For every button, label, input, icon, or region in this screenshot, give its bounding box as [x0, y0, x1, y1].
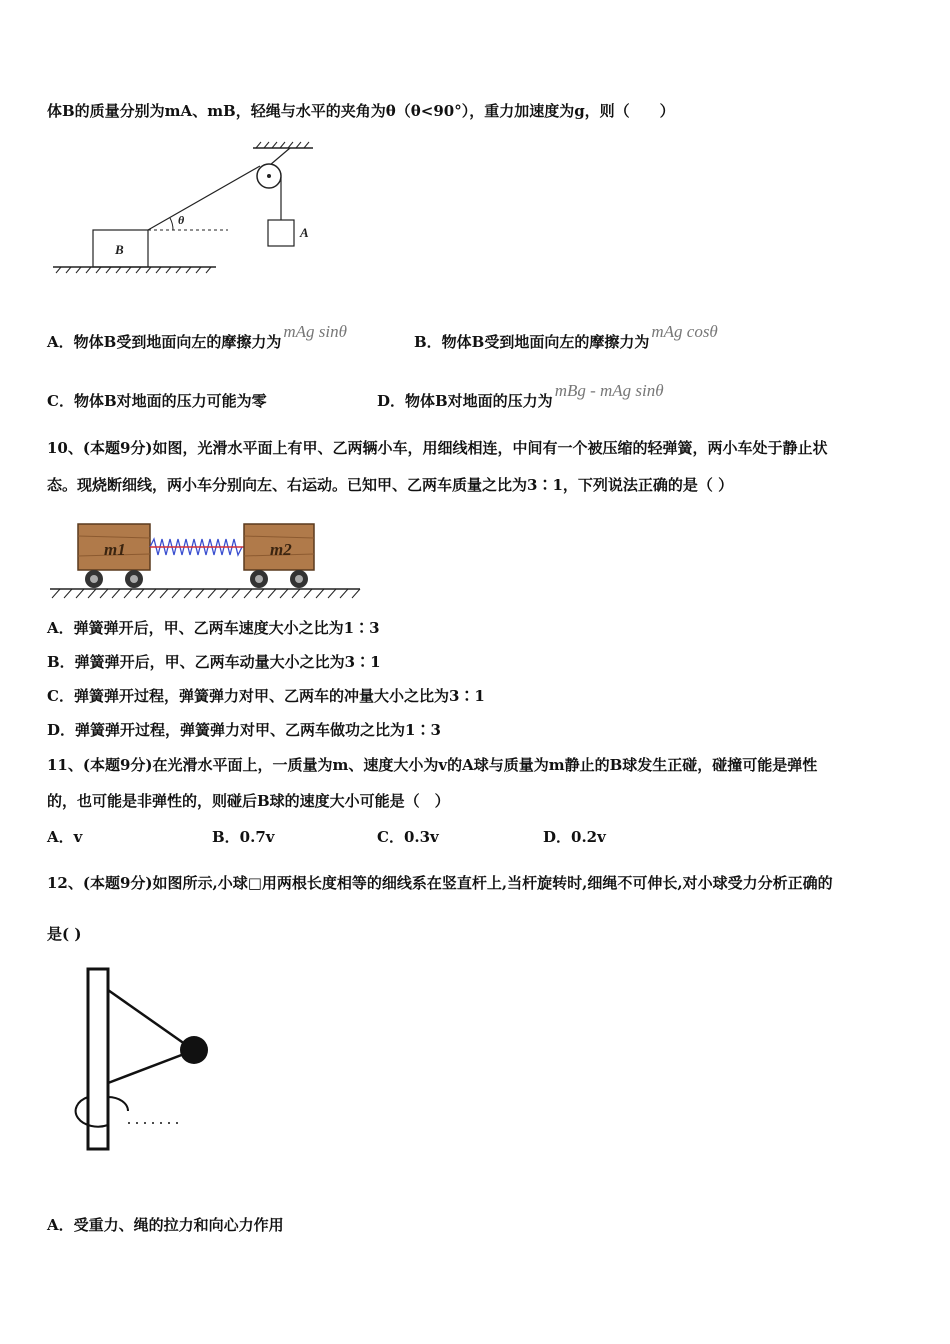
ball — [180, 1036, 208, 1064]
q10-stem-line2: 态。现烧断细线，两小车分别向左、右运动。已知甲、乙两车质量之比为3∶1，下列说法正确的是（ ） — [47, 476, 734, 494]
q9-option-c[interactable] — [47, 391, 267, 411]
q12-stem-line2: 是( ) — [47, 925, 82, 943]
q9-option-a-formula: mAg sinθ — [283, 322, 347, 341]
q10-stem-line1: 10、(本题9分)如图，光滑水平面上有甲、乙两辆小车，用细线相连，中间有一个被压缩的轻弹簧，两小车处于静止状 — [47, 439, 828, 457]
q9-pulley-figure — [48, 140, 328, 275]
angle-label: θ — [178, 213, 185, 227]
cart-1-label: m1 — [104, 540, 126, 559]
q9-option-b-text: B．物体B受到地面向左的摩擦力为 — [414, 333, 650, 351]
q11-stem-line1: 11、(本题9分)在光滑水平面上，一质量为m、速度大小为v的A球与质量为m静止的B球发生正碰，碰撞可能是弹性 — [47, 756, 818, 774]
block-b-label: B — [115, 242, 124, 257]
cart-2-label: m2 — [270, 540, 292, 559]
q10-option-b[interactable]: B．弹簧弹开后，甲、乙两车动量大小之比为3∶1 — [47, 653, 381, 671]
q12-option-a[interactable]: A．受重力、绳的拉力和向心力作用 — [47, 1216, 284, 1234]
q12-rotating-rod-figure — [70, 965, 220, 1155]
q9-stem: 体B的质量分别为mA、mB，轻绳与水平的夹角为θ（θ<90°），重力加速度为g，则（ ） — [47, 102, 675, 120]
q9-option-b-formula: mAg cosθ — [651, 322, 718, 341]
q10-option-a[interactable]: A．弹簧弹开后，甲、乙两车速度大小之比为1∶3 — [47, 619, 380, 637]
q10-carts-figure — [48, 518, 363, 606]
q9-option-d-formula: mBg - mAg sinθ — [554, 381, 664, 400]
block-a — [268, 220, 294, 246]
q11-option-c[interactable]: C．0.3v — [377, 828, 439, 846]
q10-option-d[interactable]: D．弹簧弹开过程，弹簧弹力对甲、乙两车做功之比为1∶3 — [47, 721, 441, 739]
q11-option-d[interactable]: D．0.2v — [543, 828, 606, 846]
q9-option-c-text: C．物体B对地面的压力可能为零 — [47, 392, 267, 410]
q11-option-b[interactable]: B．0.7v — [212, 828, 275, 846]
q9-option-b[interactable] — [414, 322, 718, 352]
q9-option-d[interactable] — [377, 381, 664, 411]
q11-option-a[interactable]: A．v — [47, 828, 83, 846]
q9-option-a-text: A．物体B受到地面向左的摩擦力为 — [47, 333, 282, 351]
q9-option-a[interactable] — [47, 322, 347, 352]
q10-option-c[interactable]: C．弹簧弹开过程，弹簧弹力对甲、乙两车的冲量大小之比为3∶1 — [47, 687, 485, 705]
vertical-rod — [88, 969, 108, 1149]
q9-option-d-text: D．物体B对地面的压力为 — [377, 392, 553, 410]
q11-stem-line2: 的，也可能是非弹性的，则碰后B球的速度大小可能是（ ） — [47, 792, 450, 810]
block-a-label: A — [300, 225, 309, 240]
q12-stem-line1: 12、(本题9分)如图所示,小球□用两根长度相等的细线系在竖直杆上,当杆旋转时,细绳不可伸长,对小球受力分析正确的 — [47, 874, 833, 892]
